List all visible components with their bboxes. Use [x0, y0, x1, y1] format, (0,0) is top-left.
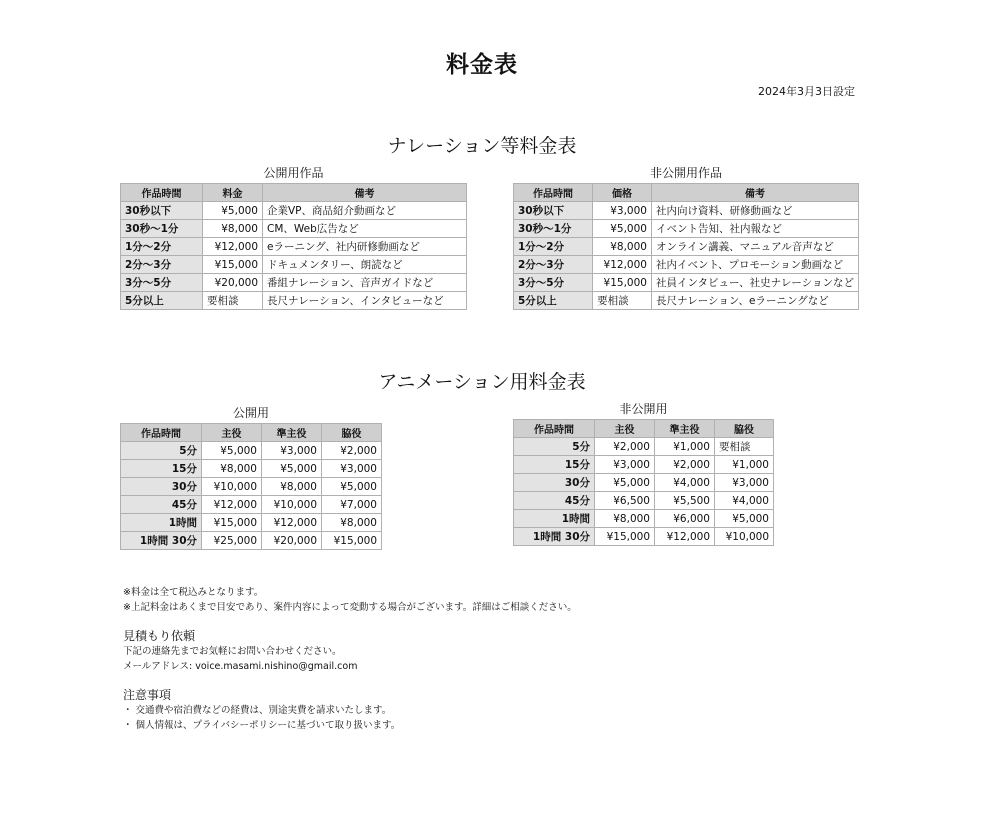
- table-cell: ¥1,000: [715, 456, 774, 474]
- col-header: 料金: [203, 184, 263, 202]
- estimate-heading: 見積もり依頼: [123, 629, 196, 643]
- row-label-cell: 1時間 30分: [121, 532, 202, 550]
- page-title: 料金表: [446, 52, 518, 78]
- caution-heading: 注意事項: [123, 688, 172, 702]
- animation-public-table: [120, 423, 382, 550]
- table-row: [121, 478, 382, 496]
- col-header: 脇役: [322, 424, 382, 442]
- col-header: 準主役: [655, 420, 715, 438]
- row-label-cell: 15分: [121, 460, 202, 478]
- row-label-cell: 1時間: [121, 514, 202, 532]
- table-cell: ¥5,000: [262, 460, 322, 478]
- animation-private-caption: 非公開用: [619, 402, 668, 416]
- table-cell: ¥1,000: [655, 438, 715, 456]
- table-cell: ¥10,000: [202, 478, 262, 496]
- row-label-cell: 5分以上: [121, 292, 203, 310]
- note-line: ※料金は全て税込みとなります。: [123, 587, 264, 598]
- table-cell: ¥7,000: [322, 496, 382, 514]
- narration-public-caption: 公開用作品: [263, 166, 324, 180]
- table-cell: 企業VP、商品紹介動画など: [263, 202, 467, 220]
- col-header: 作品時間: [121, 184, 203, 202]
- table-row: [514, 474, 774, 492]
- table-row: [514, 220, 859, 238]
- row-label-cell: 1分〜2分: [514, 238, 593, 256]
- caution-item: ・ 個人情報は、プライバシーポリシーに基づいて取り扱います。: [123, 720, 401, 731]
- table-cell: ¥8,000: [262, 478, 322, 496]
- table-cell: ¥6,500: [595, 492, 655, 510]
- table-cell: ¥20,000: [203, 274, 263, 292]
- table-row: [514, 292, 859, 310]
- table-row: [514, 438, 774, 456]
- col-header: 準主役: [262, 424, 322, 442]
- table-header-row: [121, 424, 382, 442]
- notes-block: [123, 585, 577, 615]
- table-cell: ¥2,000: [595, 438, 655, 456]
- table-cell: ¥2,000: [322, 442, 382, 460]
- animation-private-table: [513, 419, 774, 546]
- row-label-cell: 1時間: [514, 510, 595, 528]
- table-row: [121, 460, 382, 478]
- table-cell: ¥3,000: [595, 456, 655, 474]
- table-cell: 要相談: [593, 292, 652, 310]
- row-label-cell: 15分: [514, 456, 595, 474]
- date-label: 2024年3月3日設定: [758, 85, 855, 98]
- table-cell: ドキュメンタリー、朗読など: [263, 256, 467, 274]
- table-row: [121, 442, 382, 460]
- table-header-row: [514, 420, 774, 438]
- row-label-cell: 30分: [121, 478, 202, 496]
- table-cell: ¥5,000: [593, 220, 652, 238]
- table-row: [121, 238, 467, 256]
- caution-item: ・ 交通費や宿泊費などの経費は、別途実費を請求いたします。: [123, 705, 392, 716]
- table-cell: 社員インタビュー、社史ナレーションなど: [651, 274, 858, 292]
- col-header: 脇役: [715, 420, 774, 438]
- table-cell: ¥8,000: [593, 238, 652, 256]
- table-cell: ¥8,000: [203, 220, 263, 238]
- narration-private-table: [513, 183, 859, 310]
- table-cell: 番組ナレーション、音声ガイドなど: [263, 274, 467, 292]
- table-cell: ¥5,000: [715, 510, 774, 528]
- table-cell: ¥6,000: [655, 510, 715, 528]
- table-cell: ¥12,000: [202, 496, 262, 514]
- table-cell: CM、Web広告など: [263, 220, 467, 238]
- row-label-cell: 30秒以下: [514, 202, 593, 220]
- table-header-row: [121, 184, 467, 202]
- row-label-cell: 45分: [121, 496, 202, 514]
- table-row: [514, 528, 774, 546]
- row-label-cell: 30秒〜1分: [514, 220, 593, 238]
- table-row: [514, 202, 859, 220]
- animation-section-title: アニメーション用料金表: [378, 371, 586, 393]
- col-header: 備考: [651, 184, 858, 202]
- table-cell: ¥25,000: [202, 532, 262, 550]
- row-label-cell: 3分〜5分: [514, 274, 593, 292]
- table-cell: ¥15,000: [322, 532, 382, 550]
- table-cell: ¥8,000: [595, 510, 655, 528]
- table-cell: ¥3,000: [262, 442, 322, 460]
- table-row: [514, 456, 774, 474]
- table-cell: オンライン講義、マニュアル音声など: [651, 238, 858, 256]
- table-cell: ¥5,000: [202, 442, 262, 460]
- table-cell: 長尺ナレーション、インタビューなど: [263, 292, 467, 310]
- table-row: [121, 274, 467, 292]
- table-cell: ¥4,000: [715, 492, 774, 510]
- col-header: 主役: [202, 424, 262, 442]
- row-label-cell: 5分: [514, 438, 595, 456]
- table-cell: ¥10,000: [715, 528, 774, 546]
- row-label-cell: 5分: [121, 442, 202, 460]
- note-line: ※上記料金はあくまで目安であり、案件内容によって変動する場合がございます。詳細はご相談ください。: [123, 602, 577, 613]
- table-cell: ¥15,000: [203, 256, 263, 274]
- table-cell: ¥12,000: [203, 238, 263, 256]
- narration-public-table: [120, 183, 467, 310]
- table-row: [121, 202, 467, 220]
- table-cell: ¥5,000: [322, 478, 382, 496]
- table-cell: eラーニング、社内研修動画など: [263, 238, 467, 256]
- col-header: 作品時間: [514, 184, 593, 202]
- table-cell: 要相談: [715, 438, 774, 456]
- narration-section-title: ナレーション等料金表: [387, 135, 577, 157]
- col-header: 作品時間: [121, 424, 202, 442]
- table-cell: ¥5,000: [203, 202, 263, 220]
- table-header-row: [514, 184, 859, 202]
- table-cell: ¥20,000: [262, 532, 322, 550]
- row-label-cell: 30秒以下: [121, 202, 203, 220]
- table-cell: ¥5,000: [595, 474, 655, 492]
- table-row: [121, 256, 467, 274]
- table-cell: ¥15,000: [595, 528, 655, 546]
- row-label-cell: 1時間 30分: [514, 528, 595, 546]
- estimate-line: 下記の連絡先までお気軽にお問い合わせください。: [123, 646, 342, 657]
- table-row: [121, 496, 382, 514]
- table-cell: ¥12,000: [593, 256, 652, 274]
- col-header: 価格: [593, 184, 652, 202]
- table-row: [514, 492, 774, 510]
- estimate-block: [123, 644, 357, 674]
- table-cell: ¥10,000: [262, 496, 322, 514]
- row-label-cell: 3分〜5分: [121, 274, 203, 292]
- row-label-cell: 5分以上: [514, 292, 593, 310]
- table-cell: ¥12,000: [655, 528, 715, 546]
- table-cell: ¥4,000: [655, 474, 715, 492]
- col-header: 作品時間: [514, 420, 595, 438]
- col-header: 備考: [263, 184, 467, 202]
- row-label-cell: 45分: [514, 492, 595, 510]
- estimate-email: メールアドレス: voice.masami.nishino@gmail.com: [123, 661, 358, 672]
- row-label-cell: 30分: [514, 474, 595, 492]
- table-cell: イベント告知、社内報など: [651, 220, 858, 238]
- table-cell: ¥8,000: [202, 460, 262, 478]
- table-cell: ¥3,000: [715, 474, 774, 492]
- row-label-cell: 30秒〜1分: [121, 220, 203, 238]
- table-row: [121, 292, 467, 310]
- table-cell: ¥15,000: [202, 514, 262, 532]
- table-cell: ¥3,000: [593, 202, 652, 220]
- table-cell: 社内向け資料、研修動画など: [651, 202, 858, 220]
- table-row: [121, 532, 382, 550]
- row-label-cell: 1分〜2分: [121, 238, 203, 256]
- table-cell: ¥5,500: [655, 492, 715, 510]
- table-row: [514, 274, 859, 292]
- narration-private-caption: 非公開用作品: [649, 166, 722, 180]
- table-row: [121, 514, 382, 532]
- row-label-cell: 2分〜3分: [121, 256, 203, 274]
- animation-public-caption: 公開用: [232, 406, 269, 420]
- table-cell: ¥15,000: [593, 274, 652, 292]
- table-cell: ¥2,000: [655, 456, 715, 474]
- table-row: [514, 238, 859, 256]
- table-row: [514, 256, 859, 274]
- table-cell: 要相談: [203, 292, 263, 310]
- table-row: [121, 220, 467, 238]
- col-header: 主役: [595, 420, 655, 438]
- table-row: [514, 510, 774, 528]
- table-cell: 長尺ナレーション、eラーニングなど: [651, 292, 858, 310]
- table-cell: ¥12,000: [262, 514, 322, 532]
- table-cell: ¥3,000: [322, 460, 382, 478]
- table-cell: ¥8,000: [322, 514, 382, 532]
- table-cell: 社内イベント、プロモーション動画など: [651, 256, 858, 274]
- caution-block: [123, 703, 400, 733]
- row-label-cell: 2分〜3分: [514, 256, 593, 274]
